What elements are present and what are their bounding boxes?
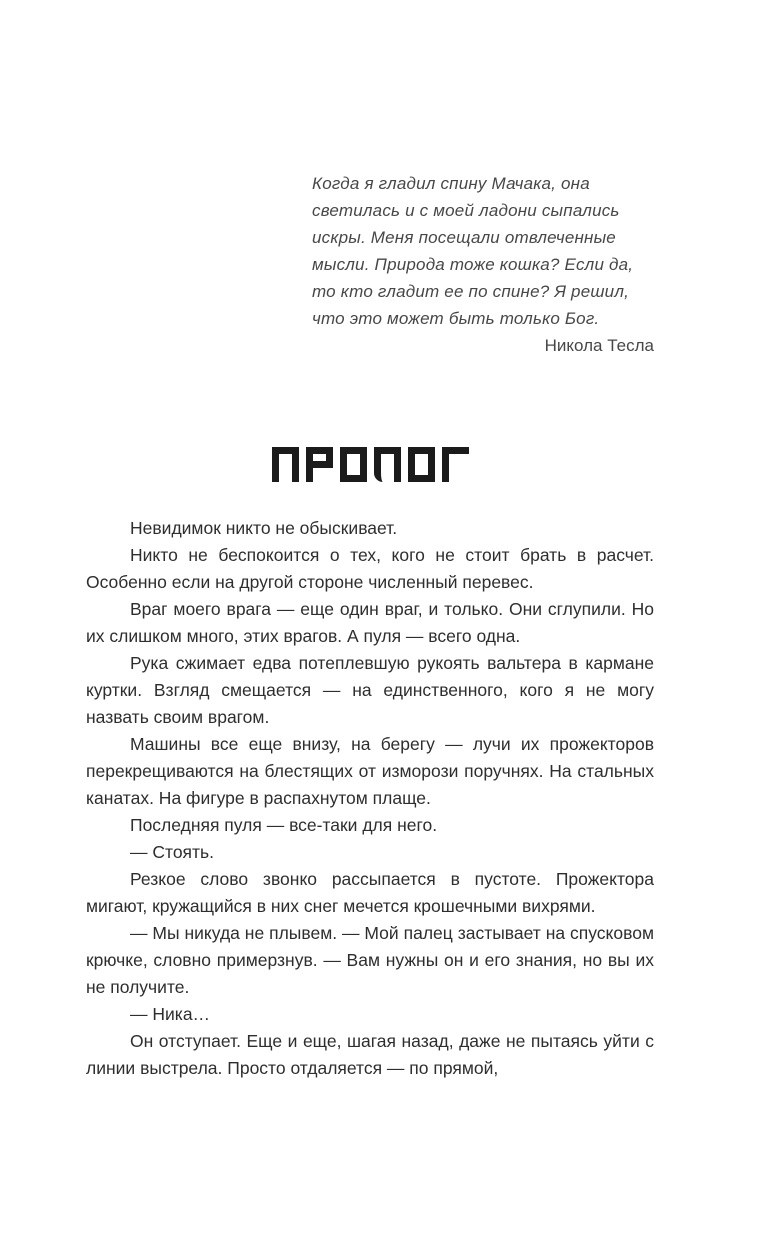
chapter-title [86,447,654,483]
paragraph: Резкое слово звонко рассыпается в пустоте. Прожектора мигают, кружащийся в них снег мечется крошечными вихрями. [86,869,654,916]
chapter-title-glyph [306,447,333,482]
paragraph: — Стоять. [130,842,215,862]
epigraph [86,170,654,359]
paragraph: — Ника… [130,1004,211,1024]
paragraph: Последняя пуля — все-таки для него. [130,815,438,835]
chapter-title-glyph [374,447,401,482]
paragraph: Рука сжимает едва потеплевшую рукоять вальтера в кармане куртки. Взгляд смещается — на единственного, кого я не могу назвать своим врагом. [86,653,654,727]
chapter-title-glyph [408,447,435,482]
paragraph: Никто не беспокоится о тех, кого не стоит брать в расчет. Особенно если на другой стороне численный перевес. [86,545,654,592]
paragraph: Враг моего врага — еще один враг, и только. Они сглупили. Но их слишком много, этих врагов. А пуля — всего одна. [86,599,654,646]
chapter-title-glyph [340,447,367,482]
chapter-title-glyph [442,447,469,482]
epigraph-text: Когда я гладил спину Мачака, она светилась и с моей ладони сыпались искры. Меня посещали отвлеченные мысли. Природа тоже кошка? Если да, то кто гладит ее по спине? Я решил, что это может быть только Бог. [312,174,634,328]
epigraph-attribution: Никола Тесла [544,336,654,355]
paragraph: Машины все еще внизу, на берегу — лучи их прожекторов перекрещиваются на блестящих от изморози поручнях. На стальных канатах. На фигуре в распахнутом плаще. [86,734,654,808]
body-text [86,515,654,1082]
chapter-title-glyph [272,447,299,482]
paragraph: — Мы никуда не плывем. — Мой палец застывает на спусковом крючке, словно примерзнув. — Вам нужны он и его знания, но вы их не получите. [86,923,654,997]
paragraph: Он отступает. Еще и еще, шагая назад, даже не пытаясь уйти с линии выстрела. Просто отдаляется — по прямой, [86,1031,654,1078]
paragraph: Невидимок никто не обыскивает. [130,518,398,538]
